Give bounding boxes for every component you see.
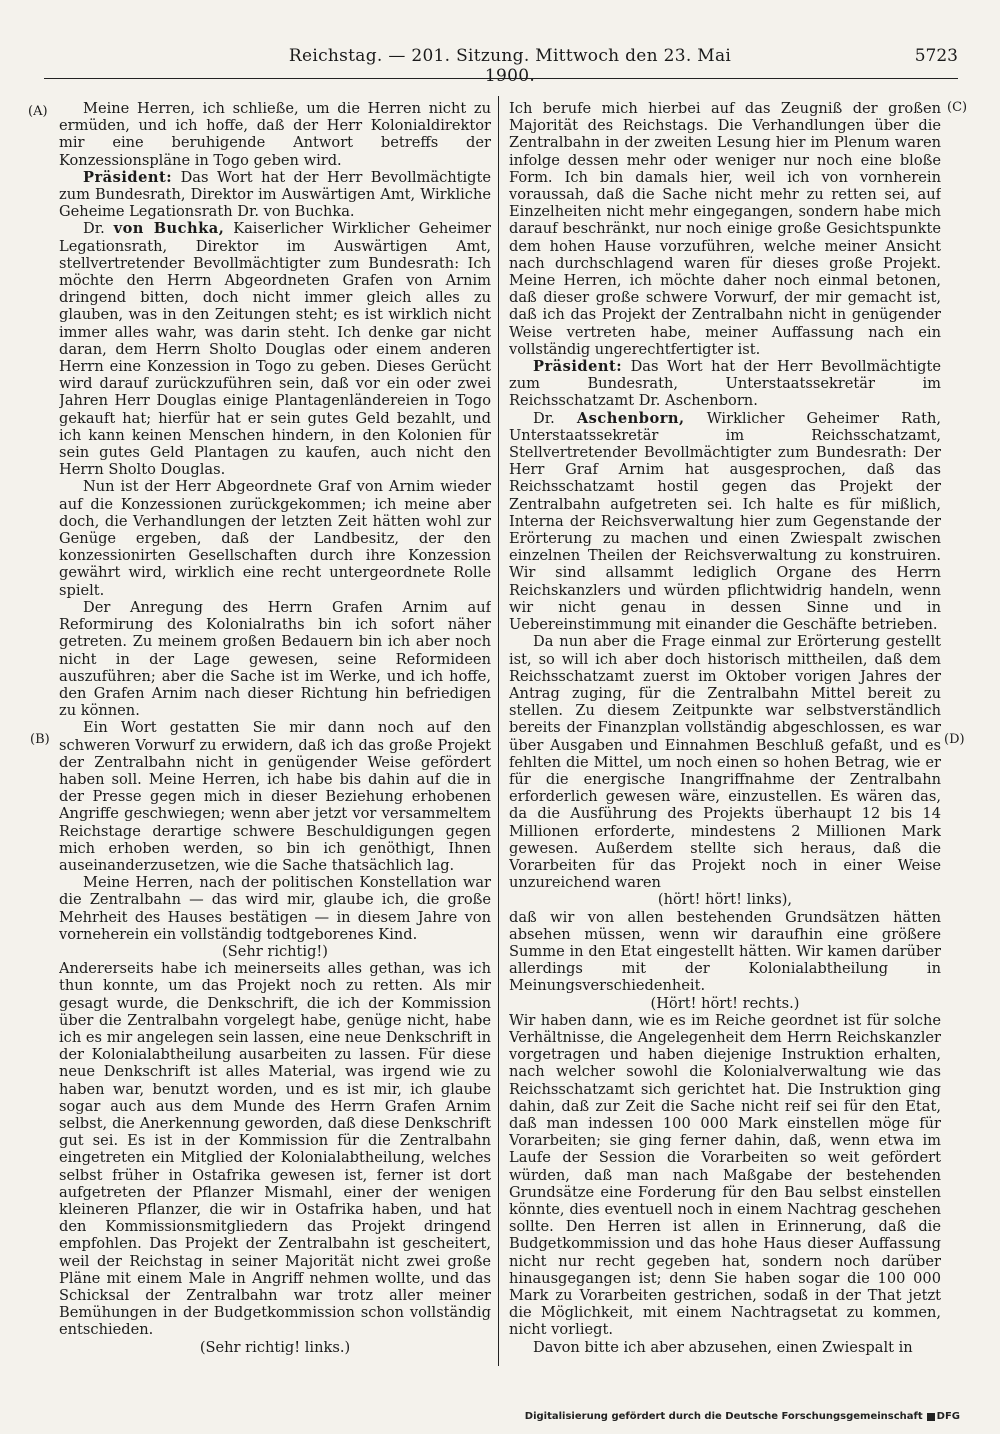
paragraph-text: Das Wort hat der Herr Bevollmächtigte zum Bundesrath, Direktor im Auswärtigen Amt, Wirkliche Geheime Legationsrath Dr. von Buchka. (59, 168, 491, 221)
margin-mark-d: (D) (944, 732, 965, 747)
paragraph-text: Kaiserlicher Wirklicher Geheimer Legationsrath, Direktor im Auswärtigen Amt, stellvertretender Bevollmächtigter zum Bundesrath: Ich möchte den Herrn Abgeordneten Grafen von Arnim dringend bitten, doch nicht immer gleich alles zu glauben, was in den Zeitungen steht; es ist wirklich nicht immer alles wahr, was darin steht. Ich denke gar nicht daran, dem Herrn Sholto Douglas oder einem anderen Herrn eine Konzession in Togo zu geben. Dieses Gerücht wird darauf zurückzuführen sein, daß vor ein oder zwei Jahren Herr Douglas einige Plantagenländereien in Togo gekauft hat; hierfür hat er sein gutes Geld bezahlt, und ich kann keinen Menschen hindern, in den Kolonien für sein gutes Geld Plantagen zu kaufen, auch nicht den Herrn Sholto Douglas. (59, 220, 491, 479)
interjection: (Hört! hört! rechts.) (650, 994, 800, 1012)
speaker-label: von Buchka, (113, 220, 225, 238)
paragraph: Ich berufe mich hierbei auf das Zeugniß der großen Majorität des Reichstags. Die Verhandlungen über die Zentralbahn in der zweiten Lesung hier im Plenum waren infolge dessen mehr oder weniger nur noch eine bloße Form. Ich bin damals hier, weil ich von vornherein voraussah, daß die Sache nicht mehr zu retten sei, auf Einzelheiten nicht mehr eingegangen, sondern habe mich darauf beschränkt, nur noch einige große Gesichtspunkte dem hohen Hause vorzuführen, welche meiner Ansicht nach durchschlagend waren für dieses große Projekt. Meine Herren, ich möchte daher noch einmal betonen, daß dieser große schwere Vorwurf, der mir gemacht ist, daß ich das Projekt der Zentralbahn nicht in genügender Weise vertreten habe, meiner Auffassung nach ein vollständig ungerechtfertigter ist. (509, 100, 941, 358)
paragraph-text: Das Wort hat der Herr Bevollmächtigte zum Bundesrath, Unterstaatssekretär im Reichsschatzamt Dr. Aschenborn. (509, 358, 941, 410)
dfg-logo (927, 1411, 960, 1422)
speaker-label: Präsident: (83, 168, 173, 186)
paragraph: Nun ist der Herr Abgeordnete Graf von Arnim wieder auf die Konzessionen zurückgekommen; ich meine aber doch, die Verhandlungen der letzten Zeit hätten wohl zur Genüge ergeben, daß der Landbesitz, der den konzessionirten Gesellschaften durch ihre Konzession gewährt wird, wirklich eine recht untergeordnete Rolle spielt. (59, 478, 491, 599)
paragraph: Ein Wort gestatten Sie mir dann noch auf den schweren Vorwurf zu erwidern, daß ich das große Projekt der Zentralbahn nicht in genügender Weise gefördert haben soll. Meine Herren, ich habe bis dahin auf die in der Presse gegen mich in dieser Beziehung erhobenen Angriffe geschwiegen; wenn aber jetzt vor versammeltem Reichstage derartige schwere Beschuldigungen gegen mich erhoben werden, so bin ich genöthigt, Ihnen auseinanderzusetzen, wie die Sache thatsächlich lag. (59, 719, 491, 874)
page-number: 5723 (914, 46, 958, 66)
speaker-label: Präsident: (533, 358, 623, 376)
paragraph-text: Wirklicher Geheimer Rath, Unterstaatssekretär im Reichsschatzamt, Stellvertretender Bevollmächtigter zum Bundesrath: Der Herr Graf Arnim hat ausgesprochen, daß das Reichsschatzamt hostil gegen das Projekt der Zentralbahn aufgetreten sei. Ich halte es für mißlich, Interna der Reichsverwaltung hier zum Gegenstande der Erörterung zu machen und einen Zwiespalt zwischen einzelnen Theilen der Reichsverwaltung zu konstruiren. Wir sind allsammt lediglich Organe des Herrn Reichskanzlers und würden pflichtwidrig handeln, wenn wir nicht genau in dessen Sinne und in Uebereinstimmung mit einander die Geschäfte betrieben. (509, 409, 941, 634)
dfg-logo-icon (927, 1413, 935, 1421)
speaker-paragraph (59, 169, 491, 221)
paragraph: Da nun aber die Frage einmal zur Erörterung gestellt ist, so will ich aber doch historisch mittheilen, daß dem Reichsschatzamt zuerst im Oktober vorigen Jahres der Antrag zuging, für die Zentralbahn Mittel bereit zu stellen. Zu diesem Zeitpunkte war selbstverständlich bereits der Finanzplan vollständig abgeschlossen, es war über Ausgaben und Einnahmen Beschluß gefaßt, und es fehlten die Mittel, um noch einen so hohen Betrag, wie er für die energische Inangriffnahme der Zentralbahn erforderlich gewesen wäre, einzustellen. Es wären das, da die Ausführung des Projekts überhaupt 12 bis 14 Millionen erforderte, mindestens 2 Millionen Mark gewesen. Außerdem stellte sich heraus, daß die Vorarbeiten für das Projekt noch in einer Weise unzureichend waren (509, 633, 941, 892)
margin-mark-a: (A) (28, 104, 48, 119)
interjection: (Sehr richtig!) (222, 942, 328, 960)
margin-mark-c: (C) (947, 100, 968, 115)
margin-mark-b: (B) (30, 732, 50, 747)
speaker-label: Aschenborn, (576, 409, 685, 427)
speaker-title: Dr. (533, 409, 555, 427)
paragraph: Der Anregung des Herrn Grafen Arnim auf Reformirung des Kolonialraths bin ich sofort näher getreten. Zu meinem großen Bedauern bin ich aber noch nicht in der Lage gewesen, seine Reformideen auszuführen; aber die Sache ist im Werke, und ich hoffe, den Grafen Arnim nach dieser Richtung hin befriedigen zu können. (59, 598, 491, 720)
paragraph: Andererseits habe ich meinerseits alles gethan, was ich thun konnte, um das Projekt noch zu retten. Als mir gesagt wurde, die Denkschrift, die ich der Kommission über die Zentralbahn vorgelegt habe, genüge nicht, habe ich es mir angelegen sein lassen, eine neue Denkschrift in der Kolonialabtheilung ausarbeiten zu lassen. Für diese neue Denkschrift ist alles Material, was irgend wie zu haben war, benutzt worden, und es ist mir, ich glaube sogar auch aus dem Munde des Herrn Grafen Arnim selbst, die Anerkennung geworden, daß diese Denkschrift gut sei. Es ist in der Kommission für die Zentralbahn eingetreten ein Mitglied der Kolonialabtheilung, welches selbst früher in Ostafrika gewesen ist, ferner ist dort aufgetreten der Pflanzer Mismahl, einer der wenigen kleineren Pflanzer, die wir in Ostafrika haben, und hat den Kommissionsmitgliedern das Projekt dringend empfohlen. Das Projekt der Zentralbahn ist gescheitert, weil der Reichstag in seiner Majorität nicht zwei große Pläne mit einem Male in Angriff nehmen wollte, und das Schicksal der Zentralbahn war trotz aller meiner Bemühungen in der Budgetkommission schon vollständig entschieden. (59, 960, 491, 1339)
footer-credit (525, 1411, 960, 1422)
running-head: Reichstag. — 201. Sitzung. Mittwoch den 23. Mai 1900. (288, 46, 732, 86)
paragraph: daß wir von allen bestehenden Grundsätzen hätten absehen müssen, wenn wir daraufhin eine größere Summe in den Etat eingestellt hätten. Wir kamen darüber allerdings mit der Kolonialabtheilung in Meinungsverschiedenheit. (509, 908, 941, 995)
right-column (509, 100, 941, 1370)
paragraph: Meine Herren, ich schließe, um die Herren nicht zu ermüden, und ich hoffe, daß der Herr Kolonialdirektor mir eine beruhigende Antwort betreffs der Konzessionspläne in Togo geben wird. (59, 100, 491, 169)
interjection: (Sehr richtig! links.) (199, 1338, 351, 1356)
interjection: (hört! hört! links), (657, 891, 793, 909)
speaker-paragraph (59, 220, 491, 478)
page-header (0, 46, 1000, 86)
footer-text: Digitalisierung gefördert durch die Deutsche Forschungsgemeinschaft (524, 1411, 923, 1422)
paragraph: Meine Herren, nach der politischen Konstellation war die Zentralbahn — das wird mir, glaube ich, die große Mehrheit des Hauses bestätigen — in diesem Jahre von vorneherein ein vollständig todtgeborenes Kind. (59, 874, 491, 943)
dfg-logo-text: DFG (936, 1411, 960, 1422)
column-divider (498, 96, 499, 1366)
speaker-paragraph (509, 410, 941, 634)
header-rule (44, 78, 958, 79)
speaker-title: Dr. (83, 220, 105, 238)
paragraph: Davon bitte ich aber abzusehen, einen Zwiespalt in (533, 1338, 913, 1356)
speaker-paragraph (509, 358, 941, 410)
paragraph: Wir haben dann, wie es im Reiche geordnet ist für solche Verhältnisse, die Angelegenheit dem Herrn Reichskanzler vorgetragen und haben diejenige Instruktion erhalten, nach welcher sowohl die Kolonialverwaltung wie das Reichsschatzamt sich gerichtet hat. Die Instruktion ging dahin, daß zur Zeit die Sache nicht reif sei für den Etat, daß man indessen 100 000 Mark einstellen möge für Vorarbeiten; sie ging ferner dahin, daß, wenn etwa im Laufe der Session die Vorarbeiten so weit gefördert würden, daß man nach Maßgabe der bestehenden Grundsätze eine Forderung für den Bau selbst einstellen könnte, dies eventuell noch in einem Nachtrag geschehen sollte. Den Herren ist allen in Erinnerung, daß die Budgetkommission und das hohe Haus dieser Auffassung nicht nur recht gegeben hat, sondern noch darüber hinausgegangen ist; denn Sie haben sogar die 100 000 Mark zu Vorarbeiten gestrichen, sodaß in der That jetzt die Möglichkeit, mit einem Nachtragsetat zu kommen, nicht vorliegt. (509, 1011, 941, 1339)
left-column (59, 100, 491, 1370)
